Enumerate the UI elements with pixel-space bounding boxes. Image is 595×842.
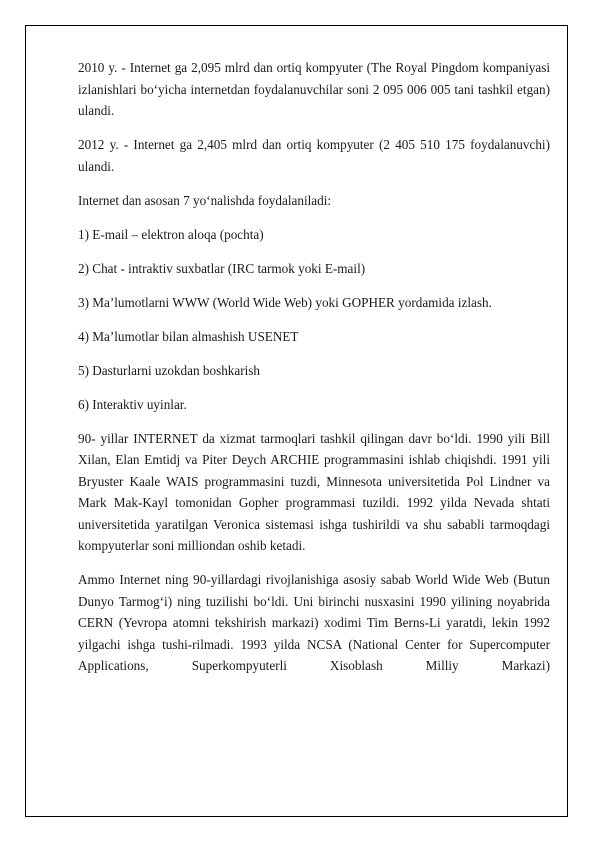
paragraph-usage-intro: Internet dan asosan 7 yo‘nalishda foydalaniladi: (78, 192, 332, 208)
list-item-games: 6) Interaktiv uyinlar. (78, 396, 187, 412)
list-item-usenet: 4) Ma’lumotlar bilan almashish USENET (78, 328, 299, 344)
list-item-email: 1) E-mail – elektron aloqa (pochta) (78, 226, 264, 242)
paragraph-2012-stats: 2012 y. - Internet ga 2,405 mlrd dan ortiq kompyuter (2 405 510 175 foydalanuvchi) ulandi. (78, 137, 550, 174)
list-item-remote-control: 5) Dasturlarni uzokdan boshkarish (78, 362, 261, 378)
document-body (78, 57, 550, 689)
paragraph-2010-stats: 2010 y. - Internet ga 2,095 mlrd dan ortiq kompyuter (The Royal Pingdom kompaniyasi izlanishlari bo‘yicha internetdan foydalanuvchilar soni 2 095 006 005 tani tashkil etgan) ulandi. (78, 60, 550, 118)
paragraph-90s-services: 90- yillar INTERNET da xizmat tarmoqlari tashkil qilingan davr bo‘ldi. 1990 yili Bill Xilan, Elan Emtidj va Piter Deych ARCHIE programmasini ishlab chiqishdi. 1991 yili Bryuster Kaale WAIS programmasini tuzdi, Minnesota universitetida Pol Lindner va Mark Mak-Kayl tomonidan Gopher programmasi tuzildi. 1992 yilda Nevada shtati universitetida yaratilgan Veronica sistemasi ishga tushirildi va shu sababli tarmoqdagi kompyuterlar soni milliondan oshib ketadi. (78, 430, 550, 553)
list-item-chat: 2) Chat - intraktiv suxbatlar (IRC tarmok yoki E-mail) (78, 260, 366, 276)
list-item-search: 3) Ma’lumotlarni WWW (World Wide Web) yoki GOPHER yordamida izlash. (78, 294, 492, 310)
paragraph-www-history: Ammo Internet ning 90-yillardagi rivojlanishiga asosiy sabab World Wide Web (Butun Dunyo Tarmog‘i) ning tuzilishi bo‘ldi. Uni birinchi nusxasini 1990 yilining noyabrida CERN (Yevropa atomni tekshirish markazi) xodimi Tim Berns-Li yaratdi, lekin 1992 yilgachi ishga tushi-rilmadi. 1993 yilda NCSA (National Center for Supercomputer Applications, Superkompyuterli Xisoblash Milliy Markazi) (78, 572, 550, 673)
